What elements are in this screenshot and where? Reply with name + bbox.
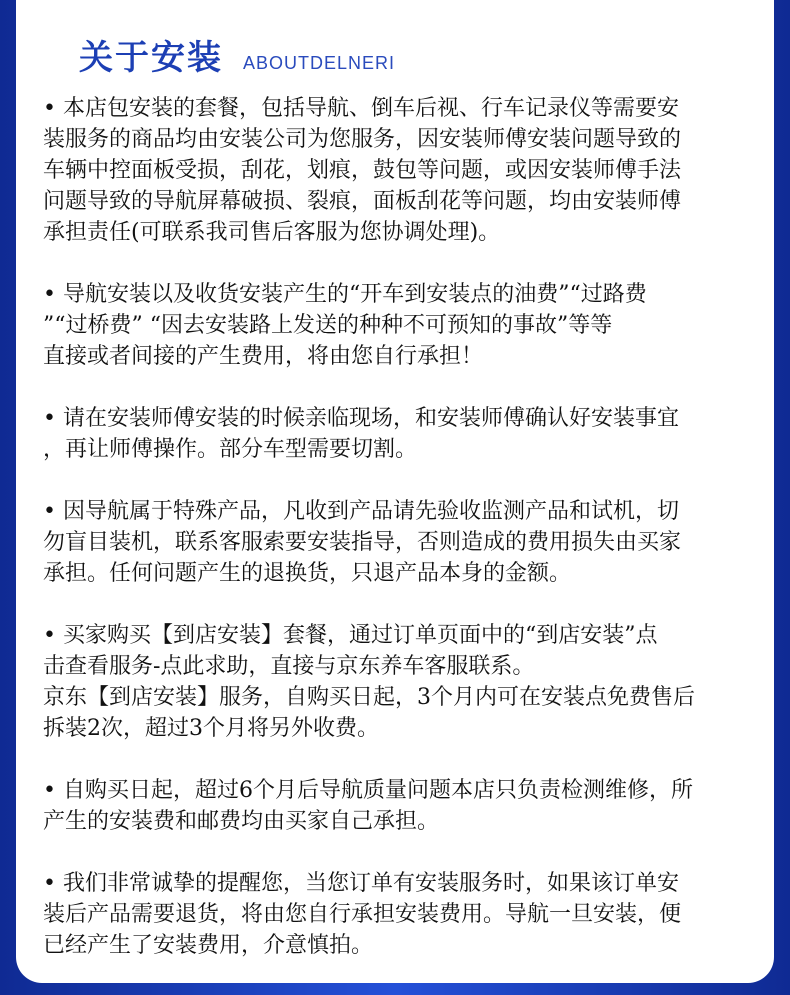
paragraph-line: • 买家购买【到店安装】套餐，通过订单页面中的“到店安装”点 <box>43 623 658 648</box>
notice-paragraph <box>43 496 754 589</box>
paragraph-line: • 本店包安装的套餐，包括导航、倒车后视、行车记录仪等需要安 <box>43 96 679 121</box>
paragraph-line: 击查看服务-点此求助，直接与京东养车客服联系。 <box>43 654 535 679</box>
paragraph-line: • 因导航属于特殊产品，凡收到产品请先验收监测产品和试机，切 <box>43 499 679 524</box>
notice-paragraph <box>43 775 754 837</box>
paragraph-line: 问题导致的导航屏幕破损、裂痕，面板刮花等问题，均由安装师傅 <box>43 189 682 214</box>
paragraph-line: 产生的安装费和邮费均由买家自己承担。 <box>43 809 440 834</box>
paragraph-line: ”“过桥费” “因去安装路上发送的种种不可预知的事故”等等 <box>43 313 613 338</box>
paragraph-line: 已经产生了安装费用，介意慎拍。 <box>43 933 374 958</box>
paragraph-line: 装后产品需要退货，将由您自行承担安装费用。导航一旦安装，便 <box>43 902 682 927</box>
page-title: 关于安装 <box>79 38 223 78</box>
notice-paragraph <box>43 868 754 961</box>
paragraph-line: 承担。任何问题产生的退换货，只退产品本身的金额。 <box>43 561 572 586</box>
notice-paragraph <box>43 403 754 465</box>
paragraph-line: • 自购买日起，超过6个月后导航质量问题本店只负责检测维修，所 <box>43 778 693 803</box>
paragraph-line: 车辆中控面板受损，刮花，划痕，鼓包等问题，或因安装师傅手法 <box>43 158 682 183</box>
paragraph-line: • 我们非常诚挚的提醒您，当您订单有安装服务时，如果该订单安 <box>43 871 679 896</box>
paragraph-line: 拆装2次，超过3个月将另外收费。 <box>43 716 379 741</box>
notice-paragraph <box>43 620 754 744</box>
notice-card <box>16 0 774 983</box>
paragraph-line: 装服务的商品均由安装公司为您服务，因安装师傅安装问题导致的 <box>43 127 682 152</box>
paragraph-line: 直接或者间接的产生费用，将由您自行承担！ <box>43 344 484 369</box>
notice-content <box>43 93 754 961</box>
paragraph-line: • 请在安装师傅安装的时候亲临现场，和安装师傅确认好安装事宜 <box>43 406 679 431</box>
paragraph-line: 京东【到店安装】服务，自购买日起，3个月内可在安装点免费售后 <box>43 685 695 710</box>
paragraph-line: 勿盲目装机，联系客服索要安装指导，否则造成的费用损失由买家 <box>43 530 682 555</box>
notice-paragraph <box>43 93 754 248</box>
paragraph-line: ，再让师傅操作。部分车型需要切割。 <box>43 437 418 462</box>
section-header <box>79 30 754 79</box>
paragraph-line: 承担责任(可联系我司售后客服为您协调处理)。 <box>43 220 501 245</box>
page-subtitle: ABOUTDELNERI <box>243 53 396 73</box>
paragraph-line: • 导航安装以及收货安装产生的“开车到安装点的油费”“过路费 <box>43 282 647 307</box>
notice-paragraph <box>43 279 754 372</box>
